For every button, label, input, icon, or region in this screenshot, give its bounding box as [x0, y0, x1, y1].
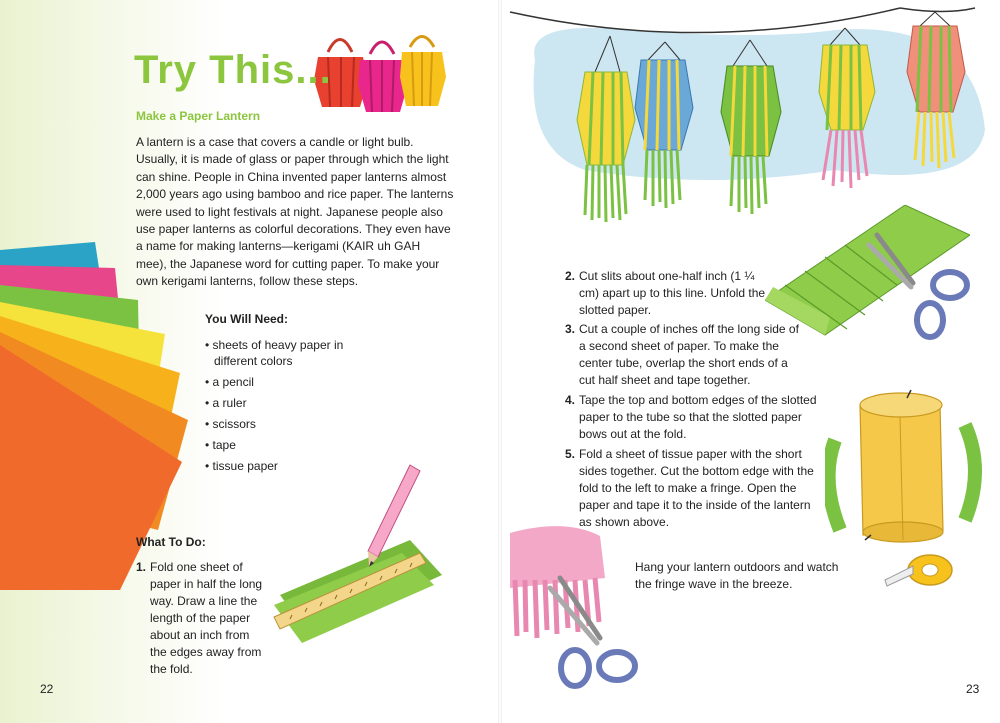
closing-text: Hang your lantern outdoors and watch the fringe wave in the breeze.	[635, 560, 839, 591]
materials-item: • a ruler	[205, 395, 364, 411]
materials-item: • scissors	[205, 416, 364, 432]
page-number-left: 22	[40, 682, 54, 696]
step-number: 1.	[136, 560, 147, 574]
section-subtitle: Make a Paper Lantern	[136, 109, 261, 123]
step-3	[565, 321, 805, 389]
step-2	[565, 268, 775, 319]
step-text: Cut slits about one-half inch (1 ¼ cm) apart up to this line. Unfold the slotted paper.	[579, 269, 766, 317]
step-number: 5.	[565, 447, 576, 461]
step-number: 2.	[565, 269, 576, 283]
page-gutter	[498, 0, 502, 723]
instructions-heading: What To Do:	[136, 535, 206, 549]
materials-item: • a pencil	[205, 374, 364, 390]
page-title: Try This...	[134, 48, 332, 92]
step-5	[565, 446, 820, 531]
materials-heading: You Will Need:	[205, 312, 289, 326]
materials-item: • tape	[205, 437, 364, 453]
step-number: 3.	[565, 322, 576, 336]
materials-item: • tissue paper	[205, 458, 364, 474]
step-4	[565, 392, 820, 443]
step-number: 4.	[565, 393, 576, 407]
page-number-right: 23	[966, 682, 980, 696]
lantern-assembly-illustration	[825, 380, 985, 600]
step-text: Tape the top and bottom edges of the slotted paper to the tube so that the slotted paper bows out at the fold.	[579, 393, 817, 441]
ruler-pencil-illustration	[270, 455, 450, 645]
step-1	[136, 559, 266, 678]
intro-paragraph: A lantern is a case that covers a candle or light bulb. Usually, it is made of glass or paper through which the light can shine. People in China invented paper lanterns almost 2,000 years ago using bamboo and rice paper. The lanterns were used to light festivals at night. Japanese people also use paper lanterns as colorful decorations. They even have a name for making lanterns—kerigami (KAIR uh GAH mee), the Japanese word for cutting paper. To make your own kerigami lanterns, follow these steps.	[136, 135, 454, 289]
step-text: Fold a sheet of tissue paper with the short sides together. Cut the bottom edge with the fold to the left to make a fringe. Open the paper and tape it to the inside of the lantern as shown above.	[579, 447, 814, 529]
materials-item: • sheets of heavy paper in different colors	[205, 337, 364, 369]
step-text: Fold one sheet of paper in half the long way. Draw a line the length of the paper about an inch from the edges away from the fold.	[150, 560, 263, 676]
tissue-fringe-illustration	[505, 518, 650, 703]
step-text: Cut a couple of inches off the long side of a second sheet of paper. To make the center tube, overlap the short ends of a cut half sheet and tape together.	[579, 322, 799, 387]
